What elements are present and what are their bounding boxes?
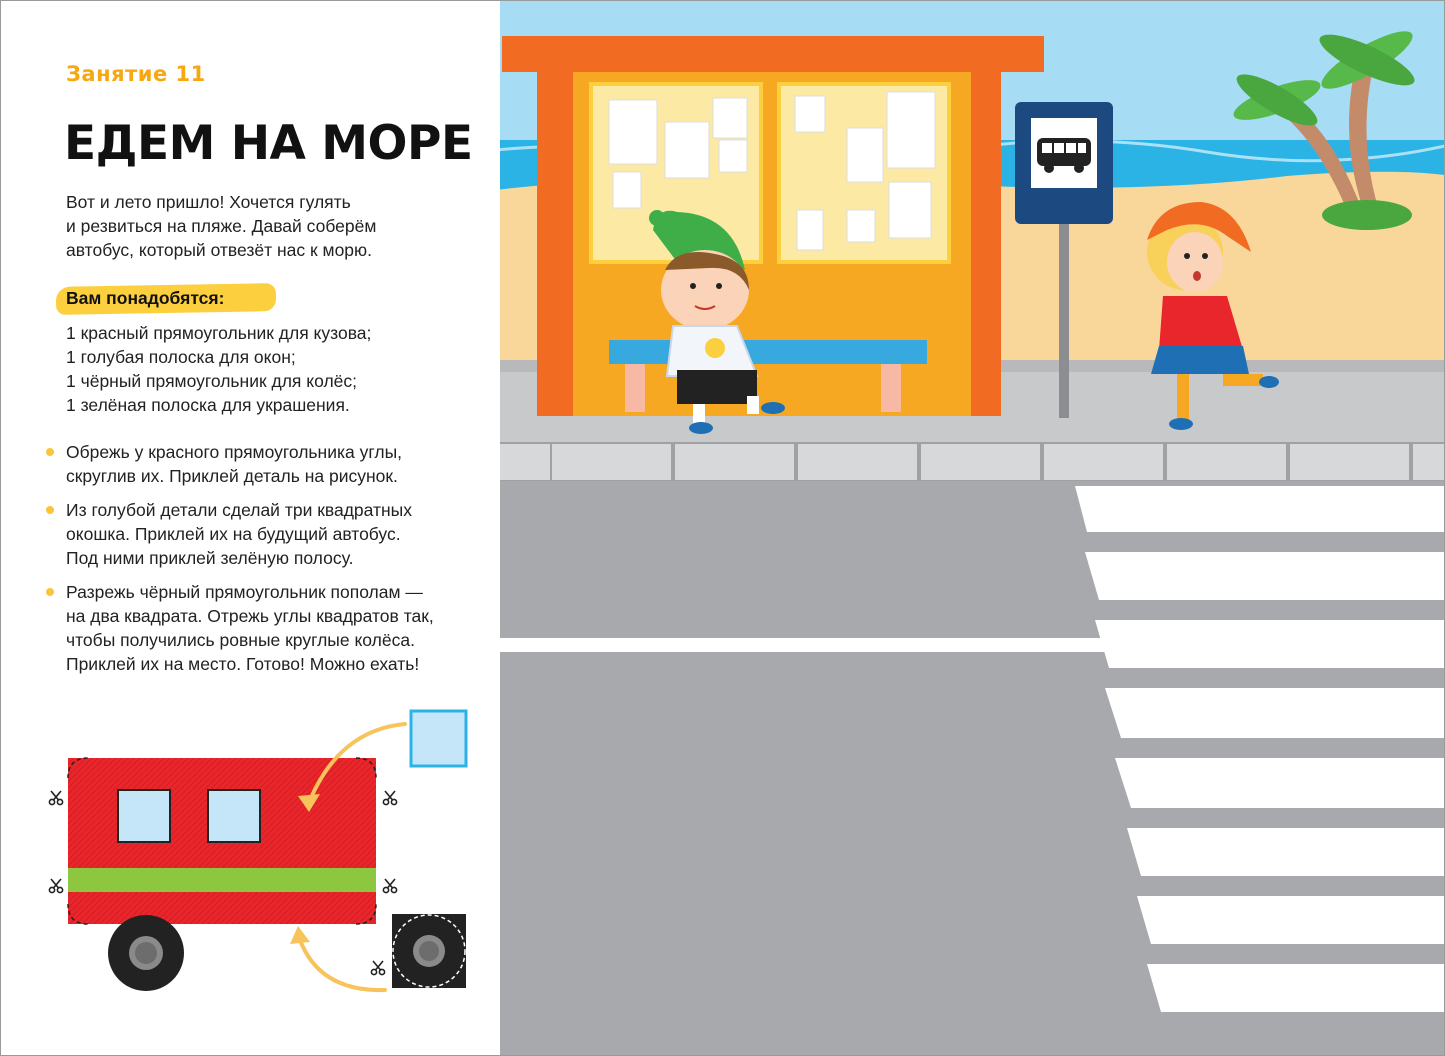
- bus-shelter: [502, 36, 1044, 416]
- steps-list: [66, 440, 486, 686]
- materials-list: [66, 321, 371, 417]
- scissors-icon: [383, 879, 396, 893]
- step-line: Под ними приклей зелёную полосу.: [66, 548, 354, 568]
- step-line: окошка. Приклей их на будущий автобус.: [66, 524, 401, 544]
- window-piece: [411, 711, 466, 766]
- materials-heading: Вам понадобятся:: [66, 288, 225, 308]
- bullet-dot: [46, 588, 54, 596]
- step-line: Разрежь чёрный прямоугольник пополам —: [66, 582, 423, 602]
- step-line: скруглив их. Приклей деталь на рисунок.: [66, 466, 398, 486]
- curved-arrow-icon: [300, 940, 385, 990]
- bullet-dot: [46, 506, 54, 514]
- scissors-icon: [371, 961, 384, 975]
- curb: [495, 443, 1445, 481]
- instructions-column: [0, 0, 500, 1056]
- material-item: 1 голубая полоска для окон;: [66, 347, 296, 367]
- intro-line: Вот и лето пришло! Хочется гулять: [66, 192, 351, 212]
- arrow-head: [290, 926, 310, 944]
- material-item: 1 красный прямоугольник для кузова;: [66, 323, 372, 343]
- step-item: [66, 440, 486, 488]
- intro-line: и резвиться на пляже. Давай соберём: [66, 216, 377, 236]
- scissors-icon: [49, 879, 62, 893]
- step-item: [66, 498, 486, 570]
- street-scene-illustration: [487, 0, 1445, 1056]
- step-line: Приклей их на место. Готово! Можно ехать!: [66, 654, 420, 674]
- lesson-label: Занятие 11: [66, 62, 206, 86]
- page-title: ЕДЕМ НА МОРЕ: [64, 116, 473, 171]
- material-item: 1 зелёная полоска для украшения.: [66, 395, 350, 415]
- bus-wheel: [108, 915, 184, 991]
- step-line: чтобы получились ровные круглые колёса.: [66, 630, 415, 650]
- scissors-icon: [383, 791, 396, 805]
- green-stripe: [68, 868, 376, 892]
- intro-line: автобус, который отвезёт нас к морю.: [66, 240, 373, 260]
- step-line: на два квадрата. Отрежь углы квадратов так,: [66, 606, 434, 626]
- scissors-icon: [49, 791, 62, 805]
- bus-window: [208, 790, 260, 842]
- step-line: Из голубой детали сделай три квадратных: [66, 500, 412, 520]
- bus-craft-diagram: [0, 700, 500, 1020]
- material-item: 1 чёрный прямоугольник для колёс;: [66, 371, 358, 391]
- bullet-dot: [46, 448, 54, 456]
- materials-heading-badge: [56, 284, 224, 312]
- step-item: [66, 580, 486, 676]
- wheel-piece: [392, 914, 466, 988]
- intro-text: [66, 190, 466, 262]
- bus-window: [118, 790, 170, 842]
- step-line: Обрежь у красного прямоугольника углы,: [66, 442, 403, 462]
